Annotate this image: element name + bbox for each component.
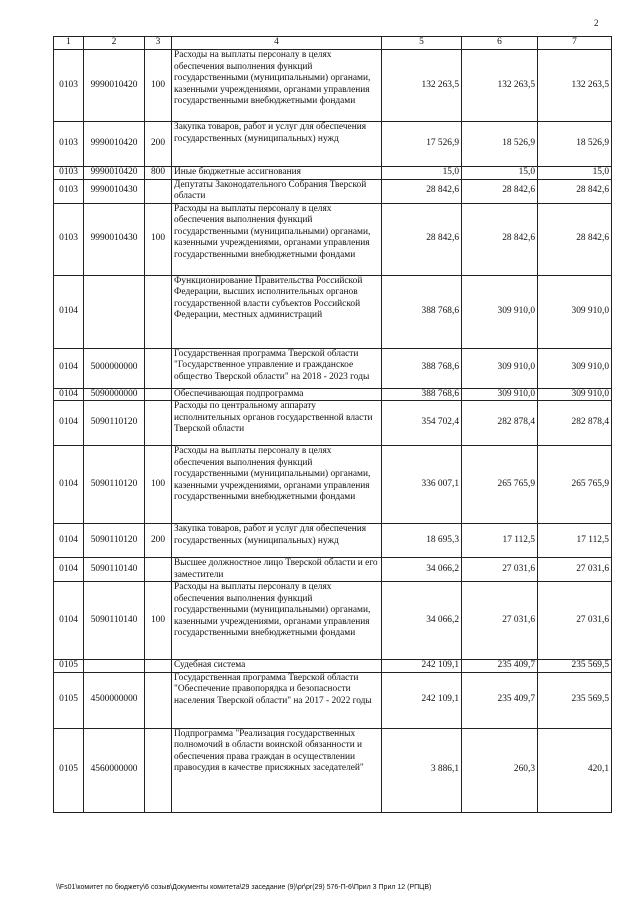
amount-col6-cell: 18 526,9 bbox=[462, 122, 538, 167]
expense-type-cell bbox=[145, 275, 172, 348]
target-article-cell: 5090110140 bbox=[84, 558, 145, 582]
expense-name-cell: Подпрограмма "Реализация государственных полномочий в области воинской обязанности и обеспечения права граждан в осуществлении правосудия в качестве присяжных заседателей" bbox=[172, 728, 382, 812]
target-article-cell: 4560000000 bbox=[84, 728, 145, 812]
amount-col6-cell: 28 842,6 bbox=[462, 179, 538, 203]
target-article-cell: 5090110120 bbox=[84, 524, 145, 558]
expense-name-cell: Закупка товаров, работ и услуг для обеспечения государственных (муниципальных) нужд bbox=[172, 524, 382, 558]
amount-col5-cell: 242 109,1 bbox=[382, 672, 462, 728]
amount-col6-cell: 15,0 bbox=[462, 167, 538, 180]
target-article-cell: 4500000000 bbox=[84, 672, 145, 728]
budget-table bbox=[53, 36, 612, 813]
amount-col6-cell: 27 031,6 bbox=[462, 582, 538, 660]
target-article-cell bbox=[84, 660, 145, 673]
amount-col7-cell: 309 910,0 bbox=[538, 348, 612, 388]
header-cell: 6 bbox=[462, 37, 538, 50]
expense-type-cell bbox=[145, 660, 172, 673]
expense-name-cell: Депутаты Законодательного Собрания Тверской области bbox=[172, 179, 382, 203]
table-row bbox=[54, 672, 612, 728]
section-code-cell: 0104 bbox=[54, 446, 84, 524]
header-cell: 5 bbox=[382, 37, 462, 50]
expense-name-cell: Расходы по центральному аппарату исполнительных органов государственной власти Тверской области bbox=[172, 401, 382, 446]
table-row bbox=[54, 50, 612, 122]
expense-name-cell: Государственная программа Тверской области "Обеспечение правопорядка и безопасности населения Тверской области" на 2017 - 2022 годы bbox=[172, 672, 382, 728]
amount-col7-cell: 28 842,6 bbox=[538, 179, 612, 203]
expense-type-cell: 200 bbox=[145, 122, 172, 167]
footer-file-path: \\Fs01\комитет по бюджету\6 созыв\Документы комитета\29 заседание (9)\pr\pr(29) 576-П-6\Прил 3 Прил 12 (РПЦВ) bbox=[56, 884, 432, 891]
table-row bbox=[54, 660, 612, 673]
amount-col5-cell: 132 263,5 bbox=[382, 50, 462, 122]
expense-name-cell: Обеспечивающая подпрограмма bbox=[172, 388, 382, 401]
expense-name-cell: Расходы на выплаты персоналу в целях обеспечения выполнения функций государственными (муниципальными) органами, казенными учреждениями, органами управления государственными внебюджетными фондами bbox=[172, 446, 382, 524]
amount-col7-cell: 282 878,4 bbox=[538, 401, 612, 446]
header-cell: 7 bbox=[538, 37, 612, 50]
table-row bbox=[54, 179, 612, 203]
table-row bbox=[54, 388, 612, 401]
expense-type-cell bbox=[145, 388, 172, 401]
section-code-cell: 0104 bbox=[54, 401, 84, 446]
amount-col7-cell: 18 526,9 bbox=[538, 122, 612, 167]
section-code-cell: 0103 bbox=[54, 179, 84, 203]
amount-col5-cell: 388 768,6 bbox=[382, 275, 462, 348]
expense-name-cell: Судебная система bbox=[172, 660, 382, 673]
table-row bbox=[54, 728, 612, 812]
section-code-cell: 0104 bbox=[54, 348, 84, 388]
table-row bbox=[54, 167, 612, 180]
table-row bbox=[54, 582, 612, 660]
expense-type-cell bbox=[145, 348, 172, 388]
page-number: 2 bbox=[594, 18, 599, 28]
amount-col5-cell: 34 066,2 bbox=[382, 558, 462, 582]
amount-col7-cell: 28 842,6 bbox=[538, 203, 612, 275]
amount-col5-cell: 388 768,6 bbox=[382, 388, 462, 401]
table-row bbox=[54, 275, 612, 348]
amount-col5-cell: 28 842,6 bbox=[382, 203, 462, 275]
amount-col7-cell: 235 569,5 bbox=[538, 660, 612, 673]
table-row bbox=[54, 558, 612, 582]
section-code-cell: 0105 bbox=[54, 660, 84, 673]
target-article-cell: 9990010420 bbox=[84, 50, 145, 122]
amount-col7-cell: 420,1 bbox=[538, 728, 612, 812]
amount-col7-cell: 235 569,5 bbox=[538, 672, 612, 728]
target-article-cell: 9990010420 bbox=[84, 122, 145, 167]
expense-type-cell: 200 bbox=[145, 524, 172, 558]
section-code-cell: 0104 bbox=[54, 275, 84, 348]
amount-col5-cell: 34 066,2 bbox=[382, 582, 462, 660]
amount-col7-cell: 17 112,5 bbox=[538, 524, 612, 558]
amount-col5-cell: 17 526,9 bbox=[382, 122, 462, 167]
section-code-cell: 0103 bbox=[54, 50, 84, 122]
table-row bbox=[54, 203, 612, 275]
amount-col7-cell: 132 263,5 bbox=[538, 50, 612, 122]
section-code-cell: 0103 bbox=[54, 122, 84, 167]
section-code-cell: 0104 bbox=[54, 388, 84, 401]
amount-col6-cell: 132 263,5 bbox=[462, 50, 538, 122]
expense-type-cell bbox=[145, 728, 172, 812]
target-article-cell: 5000000000 bbox=[84, 348, 145, 388]
amount-col5-cell: 242 109,1 bbox=[382, 660, 462, 673]
target-article-cell: 9990010430 bbox=[84, 179, 145, 203]
expense-type-cell bbox=[145, 558, 172, 582]
expense-type-cell: 100 bbox=[145, 203, 172, 275]
table-row bbox=[54, 401, 612, 446]
amount-col7-cell: 309 910,0 bbox=[538, 388, 612, 401]
amount-col7-cell: 27 031,6 bbox=[538, 582, 612, 660]
amount-col6-cell: 235 409,7 bbox=[462, 672, 538, 728]
target-article-cell: 5090110140 bbox=[84, 582, 145, 660]
section-code-cell: 0103 bbox=[54, 167, 84, 180]
expense-type-cell: 100 bbox=[145, 582, 172, 660]
header-cell: 3 bbox=[145, 37, 172, 50]
expense-type-cell bbox=[145, 179, 172, 203]
amount-col5-cell: 3 886,1 bbox=[382, 728, 462, 812]
section-code-cell: 0104 bbox=[54, 558, 84, 582]
section-code-cell: 0104 bbox=[54, 524, 84, 558]
amount-col7-cell: 309 910,0 bbox=[538, 275, 612, 348]
amount-col5-cell: 28 842,6 bbox=[382, 179, 462, 203]
section-code-cell: 0105 bbox=[54, 728, 84, 812]
expense-name-cell: Высшее должностное лицо Тверской области и его заместители bbox=[172, 558, 382, 582]
amount-col7-cell: 27 031,6 bbox=[538, 558, 612, 582]
table-header-row bbox=[54, 37, 612, 50]
amount-col6-cell: 265 765,9 bbox=[462, 446, 538, 524]
section-code-cell: 0103 bbox=[54, 203, 84, 275]
amount-col5-cell: 15,0 bbox=[382, 167, 462, 180]
amount-col5-cell: 354 702,4 bbox=[382, 401, 462, 446]
expense-type-cell: 800 bbox=[145, 167, 172, 180]
expense-name-cell: Расходы на выплаты персоналу в целях обеспечения выполнения функций государственными (муниципальными) органами, казенными учреждениями, органами управления государственными внебюджетными фондами bbox=[172, 50, 382, 122]
amount-col7-cell: 15,0 bbox=[538, 167, 612, 180]
table-row bbox=[54, 446, 612, 524]
table-row bbox=[54, 122, 612, 167]
target-article-cell: 5090110120 bbox=[84, 401, 145, 446]
amount-col7-cell: 265 765,9 bbox=[538, 446, 612, 524]
expense-name-cell: Иные бюджетные ассигнования bbox=[172, 167, 382, 180]
expense-name-cell: Функционирование Правительства Российской Федерации, высших исполнительных органов государственной власти субъектов Российской Федерации, местных администраций bbox=[172, 275, 382, 348]
expense-name-cell: Государственная программа Тверской области "Государственное управление и гражданское общество Тверской области" на 2018 - 2023 годы bbox=[172, 348, 382, 388]
amount-col5-cell: 336 007,1 bbox=[382, 446, 462, 524]
table-row bbox=[54, 524, 612, 558]
target-article-cell: 9990010430 bbox=[84, 203, 145, 275]
section-code-cell: 0105 bbox=[54, 672, 84, 728]
expense-type-cell: 100 bbox=[145, 50, 172, 122]
expense-name-cell: Закупка товаров, работ и услуг для обеспечения государственных (муниципальных) нужд bbox=[172, 122, 382, 167]
amount-col6-cell: 260,3 bbox=[462, 728, 538, 812]
amount-col6-cell: 17 112,5 bbox=[462, 524, 538, 558]
header-cell: 4 bbox=[172, 37, 382, 50]
amount-col6-cell: 309 910,0 bbox=[462, 275, 538, 348]
expense-type-cell bbox=[145, 672, 172, 728]
target-article-cell: 5090110120 bbox=[84, 446, 145, 524]
amount-col6-cell: 309 910,0 bbox=[462, 348, 538, 388]
header-cell: 1 bbox=[54, 37, 84, 50]
section-code-cell: 0104 bbox=[54, 582, 84, 660]
expense-type-cell bbox=[145, 401, 172, 446]
expense-type-cell: 100 bbox=[145, 446, 172, 524]
amount-col6-cell: 27 031,6 bbox=[462, 558, 538, 582]
target-article-cell: 9990010420 bbox=[84, 167, 145, 180]
target-article-cell bbox=[84, 275, 145, 348]
target-article-cell: 5090000000 bbox=[84, 388, 145, 401]
amount-col6-cell: 28 842,6 bbox=[462, 203, 538, 275]
amount-col6-cell: 309 910,0 bbox=[462, 388, 538, 401]
expense-name-cell: Расходы на выплаты персоналу в целях обеспечения выполнения функций государственными (муниципальными) органами, казенными учреждениями, органами управления государственными внебюджетными фондами bbox=[172, 582, 382, 660]
amount-col6-cell: 282 878,4 bbox=[462, 401, 538, 446]
amount-col5-cell: 18 695,3 bbox=[382, 524, 462, 558]
amount-col5-cell: 388 768,6 bbox=[382, 348, 462, 388]
header-cell: 2 bbox=[84, 37, 145, 50]
expense-name-cell: Расходы на выплаты персоналу в целях обеспечения выполнения функций государственными (муниципальными) органами, казенными учреждениями, органами управления государственными внебюджетными фондами bbox=[172, 203, 382, 275]
table-row bbox=[54, 348, 612, 388]
amount-col6-cell: 235 409,7 bbox=[462, 660, 538, 673]
